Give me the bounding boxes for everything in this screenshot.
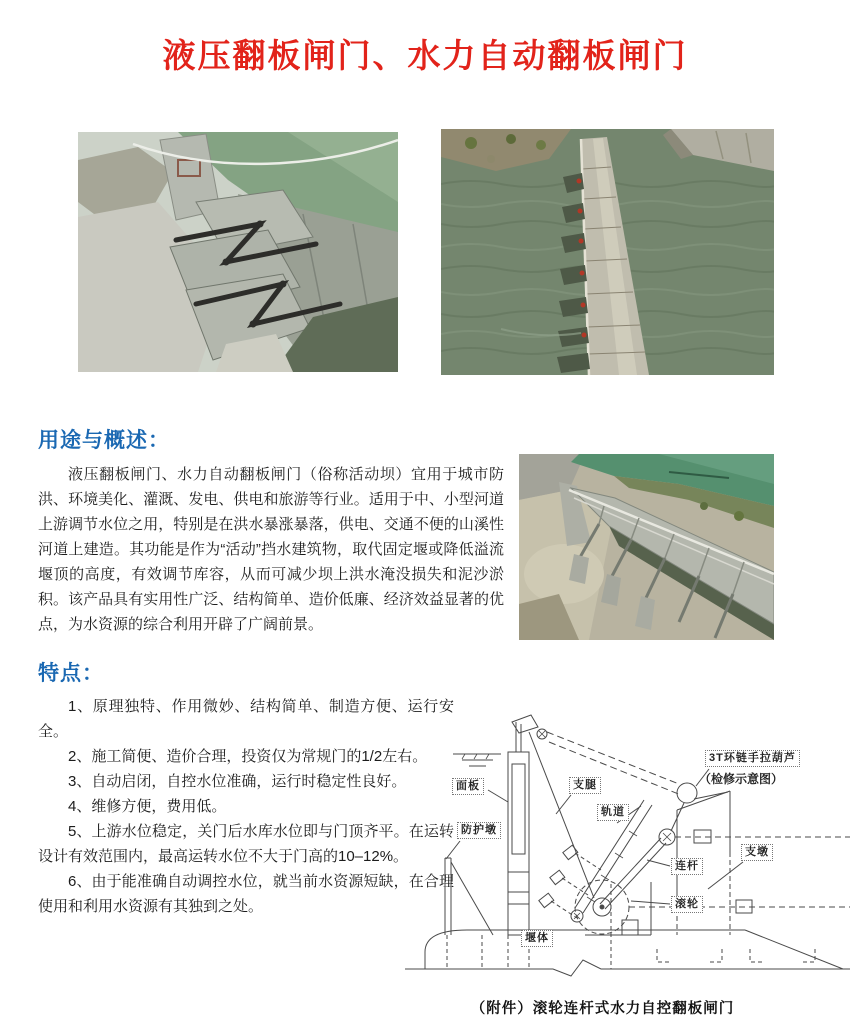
diagram-label-connecting-rod: 连杆	[671, 858, 703, 875]
diagram-label-protective-pier: 防护墩	[457, 822, 501, 839]
feature-item-1: 1、原理独特、作用微妙、结构简单、制造方便、运行安全。	[38, 698, 454, 740]
protective-pier-structure	[445, 858, 493, 935]
feature-item-3: 3、自动启闭，自控水位准确，运行时稳定性良好。	[68, 773, 407, 790]
diagram-caption: （附件）滚轮连杆式水力自控翻板闸门	[470, 1001, 735, 1017]
feature-item-5: 5、上游水位稳定，关门后水库水位即与门顶齐平。在运转设计有效范围内，最高运转水位不大于门高的10–12%。	[38, 823, 454, 865]
features-heading: 特点：	[38, 662, 104, 685]
hoist-cables	[547, 732, 681, 795]
feature-item-4: 4、维修方便，费用低。	[68, 798, 227, 815]
photo-gate-row-downstream-art	[519, 454, 774, 640]
overview-heading: 用途与概述：	[38, 429, 170, 452]
features-list	[38, 694, 454, 919]
gate-panel	[508, 752, 529, 935]
diagram-label-support-pier: 支墩	[741, 844, 773, 861]
diagram-label-support-leg: 支腿	[569, 777, 601, 794]
diagram-label-hoist: 3T环链手拉葫芦	[705, 750, 800, 767]
photo-flap-gate-mechanism-art	[78, 132, 398, 372]
upper-pulley	[659, 829, 675, 845]
diagram-label-weir-body: 堰体	[521, 930, 553, 947]
technical-diagram	[405, 692, 850, 992]
photo-gate-across-river	[441, 129, 774, 375]
water-level-symbol	[453, 754, 501, 766]
diagram-label-track: 轨道	[597, 804, 629, 821]
feature-item-6: 6、由于能准确自动调控水位，就当前水资源短缺，在合理使用和利用水资源有其独到之处。	[38, 873, 454, 915]
photo-gate-row-downstream	[519, 454, 774, 640]
label-leaders	[446, 790, 743, 904]
photo-flap-gate-mechanism	[78, 132, 398, 372]
centerlines	[629, 830, 850, 913]
page-title: 液压翻板闸门、水力自动翻板闸门	[162, 37, 688, 74]
overview-paragraph: 液压翻板闸门、水力自动翻板闸门（俗称活动坝）宜用于城市防洪、环境美化、灌溉、发电、供电和旅游等行业。适用于中、小型河道上游调节水位之用，特别是在洪水暴涨暴落，供电、交通不便的山溪性河道上建造。其功能是作为“活动”挡水建筑物，取代固定堰或降低溢流堰顶的高度，有效调节库容，从而可减少坝上洪水淹没损失和泥沙淤积。该产品具有实用性广泛、结构简单、造价低廉、经济效益显著的优点，为水资源的综合利用开辟了广阔前景。	[38, 466, 504, 633]
diagram-drawing	[405, 692, 850, 992]
feature-item-2: 2、施工简便、造价合理，投资仅为常规门的1/2左右。	[68, 748, 428, 765]
diagram-label-panel: 面板	[452, 778, 484, 795]
photo-gate-across-river-art	[441, 129, 774, 375]
diagram-label-roller: 滚轮	[671, 896, 703, 913]
diagram-label-hoist-note: （检修示意图）	[699, 772, 784, 786]
